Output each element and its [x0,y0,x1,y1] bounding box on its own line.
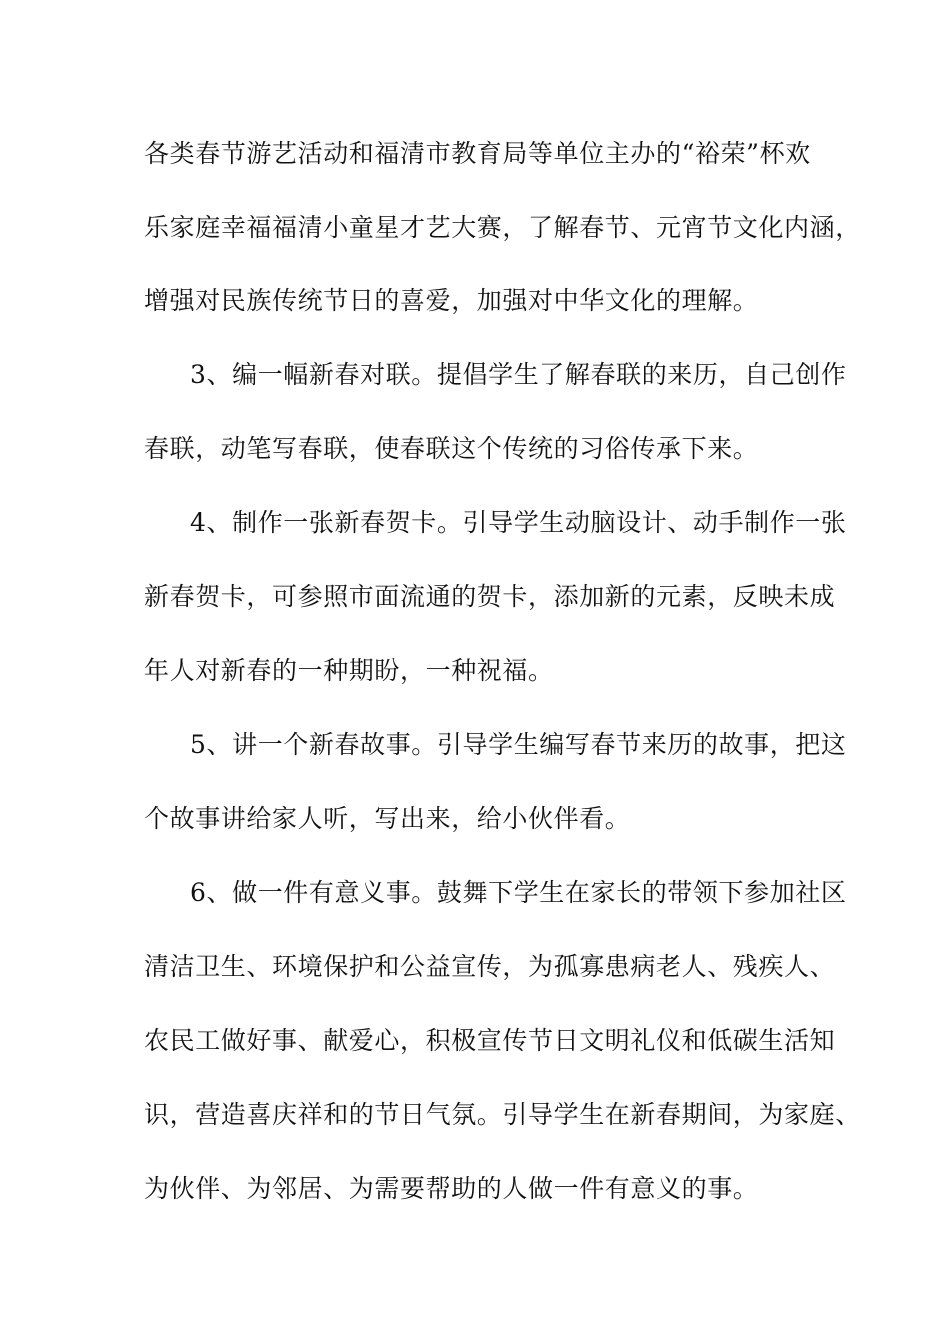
paragraph-line: 清洁卫生、环境保护和公益宣传，为孤寡患病老人、残疾人、 [144,952,836,981]
paragraph-line: 为伙伴、为邻居、为需要帮助的人做一件有意义的事。 [144,1174,759,1203]
paragraph-line: 年人对新春的一种期盼，一种祝福。 [144,656,554,685]
paragraph-line: 个故事讲给家人听，写出来，给小伙伴看。 [144,804,631,833]
paragraph-line: 5、讲一个新春故事。引导学生编写春节来历的故事，把这 [190,730,847,759]
paragraph-line: 新春贺卡，可参照市面流通的贺卡，添加新的元素，反映未成 [144,582,836,611]
paragraph-line: 识，营造喜庆祥和的节日气氛。引导学生在新春期间，为家庭、 [144,1100,861,1129]
paragraph-line: 4、制作一张新春贺卡。引导学生动脑设计、动手制作一张 [190,508,847,537]
paragraph-line: 农民工做好事、献爱心，积极宣传节日文明礼仪和低碳生活知 [144,1026,836,1055]
paragraph-line: 各类春节游艺活动和福清市教育局等单位主办的“裕荣”杯欢 [144,139,811,168]
paragraph-line: 乐家庭幸福福清小童星才艺大赛，了解春节、元宵节文化内涵， [144,213,861,242]
paragraph-line: 6、做一件有意义事。鼓舞下学生在家长的带领下参加社区 [190,878,847,907]
paragraph-line: 3、编一幅新春对联。提倡学生了解春联的来历，自己创作 [190,360,847,389]
paragraph-line: 增强对民族传统节日的喜爱，加强对中华文化的理解。 [144,286,759,315]
paragraph-line: 春联，动笔写春联，使春联这个传统的习俗传承下来。 [144,434,759,463]
